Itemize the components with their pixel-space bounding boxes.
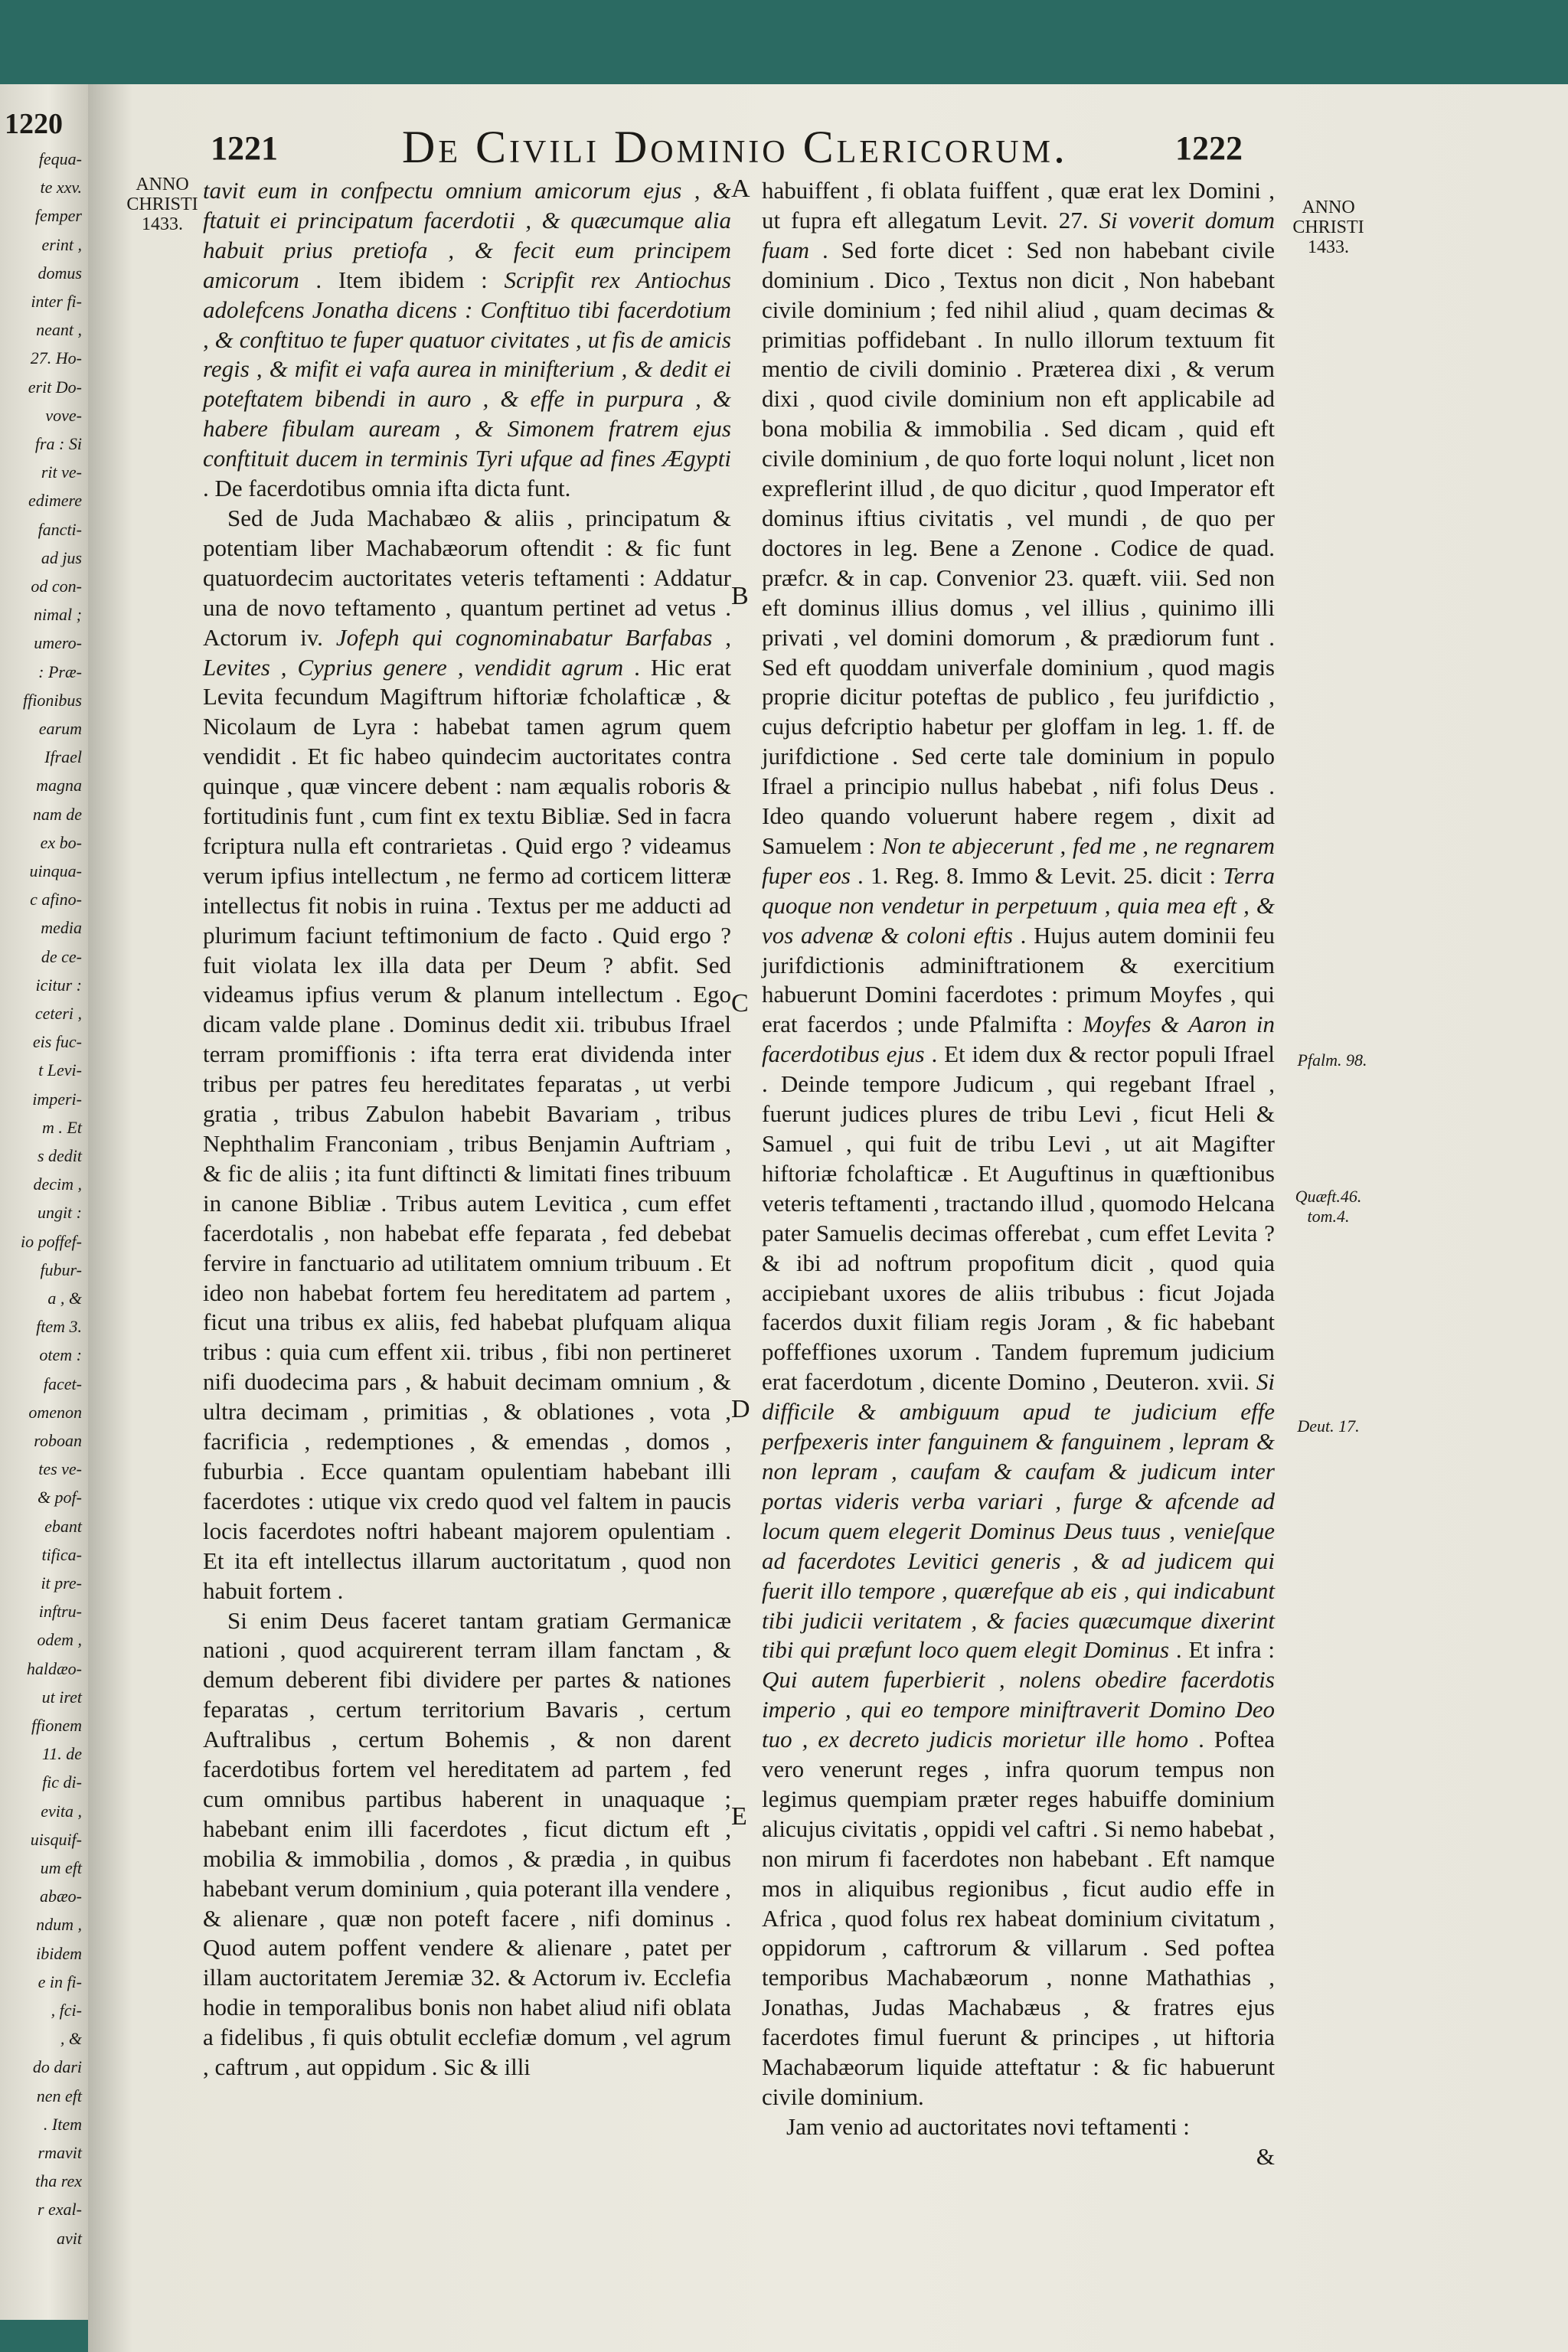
text-run: . Et infra : — [1169, 1636, 1276, 1664]
paragraph — [203, 504, 731, 1606]
paragraph — [762, 176, 1275, 2112]
previous-page-line: fequa- — [38, 149, 82, 168]
margin-note-left-year — [120, 175, 204, 234]
italic-quote: Si voverit domum fuam — [762, 206, 1275, 263]
running-title: De Civili Dominio Clericorum. — [402, 122, 1068, 172]
italic-quote: Si difficile & ambiguum apud te judicium effe perfpexeris inter fanguinem & fanguinem , lepram & non lepram , caufam & caufam & judicum inter portas videris verba variari , furge & afcende ad locum quem elegerit Dominus Deus tuus , venieſque ad facerdotes Levitici generis , & ad judicem qui fuerit illo tempore , quærefque ab eis , qui indicabunt tibi judicii veritatem , & facies quæcumque dixerint tibi qui præfunt loco quem elegit Dominus — [762, 1368, 1275, 1664]
previous-page-line: uinqua- — [29, 861, 82, 880]
previous-page-line: r exal- — [37, 2200, 82, 2220]
previous-page-line: c afino- — [30, 890, 82, 910]
previous-page-line: . Item — [43, 2114, 82, 2134]
previous-page-line: decim , — [33, 1174, 82, 1194]
previous-page-line: tifica- — [41, 1544, 82, 1564]
previous-page-line: fra : Si — [34, 434, 82, 453]
margin-note-quaestio: Quæft.46. tom.4. — [1295, 1187, 1362, 1226]
paragraph — [762, 2112, 1275, 2142]
text-run: . Sed forte dicet : Sed non habebant civile dominium . Dico , Textus non dicit , Non habebant civile dominium ; fed nihil aliud , quam decimas & primitias poffidebant . In nullo illorum textuum fit mentio de civili dominio . Præterea dixi , & verum dixi , quod civile dominium non eft applicabile ad bona mobilia & immobilia . Sed dicam , quid eft civile dominium , de quo forte loqui nolunt , licet non expreflerint illud , de quo dicitur , quod Imperator eft dominus iftius civitatis , vel mundi , de quo per doctores in leg. Bene a Zenone . Codice de quad. præfcr. & in cap. Convenior 23. quæft. viii. Sed non eft dominus illius domus , vel illius , quinimo illi privati , vel domini domorum , & prædiorum funt . Sed eft quoddam univerfale dominium , quod magis proprie dicitur poteftas de publico , feu jurifdictio , cujus defcriptio habetur per gloffam in leg. 1. ff. de jurifdictione . Sed certe tale dominium in populo Ifrael a principio nullus habebat , nifi folus Deus . Ideo quando voluerunt habere regem , dixit ad Samuelem : — [762, 236, 1275, 859]
section-marker-a: A — [731, 175, 750, 203]
previous-page-line: vove- — [45, 405, 82, 425]
previous-page-line: nam de — [32, 804, 82, 824]
anno-label: ANNO — [136, 175, 189, 194]
previous-page-line: media — [41, 918, 82, 938]
italic-quote: Non te abjecerunt , fed me , ne regnarem fuper eos — [762, 831, 1275, 889]
previous-page-line: icitur : — [35, 975, 82, 995]
text-run: . Hic erat Levita fecundum Magiftrum hiftoriæ fcholafticæ , & Nicolaum de Lyra : habebat tamen agrum quem vendidit . Et fic habeo quindecim auctoritates contra quinque , quæ vincere debent : nam æqualis roboris & fortitudinis funt , cum fint ex textu Bibliæ. Sed in facra fcriptura nulla eft contrarietas . Quid ergo ? videamus verum ipfius intellectum , ne fermo ad corticem litteræ intellectus fit nobis in ruina . Textus per me adducti ad plurimum faciunt teftimonium de facto . Quid ergo ? fuit violata lex illa data per Deum ? abfit. Sed videamus ipfius verum & planum intellectum . Ego dicam valde plane . Dominus dedit xii. tribubus Ifrael terram promiffionis : ifta terra erat dividenda inter tribus per patres feu hereditates feparatas , ut verbi gratia , tribus Zabulon habebit Bavariam , tribus Nephthalim Franconiam , tribus Benjamin Auftriam , & fic de aliis ; ita funt diftincti & limitati fines tribuum in canone Bibliæ . Tribus autem Levitica , cum effet facerdotalis , non habebat effe feparata , fed debebat fervire in fanctuario ad utilitatem omnium tribuum . Et ideo non habebat fortem feu hereditatem ad partem , ficut una tribus ex aliis, fed habebat plufquam aliqua tribus : quia cum effent xii. tribus , fibi non pertineret nifi duodecima pars , & habuit decimam omnium , & ultra decimam , primitias , & oblationes , vota , facrificia , redemptiones , & emendas , domos , fuburbia . Ecce quantam opulentiam habebant illi facerdotes : utique vix credo quod vel faltem in paucis locis facerdotes noftri habeant majorem opulentiam . Et ita eft intellectus illarum auctoritatum , quod non habuit fortem . — [203, 653, 732, 1604]
previous-page-line: haldæo- — [26, 1658, 82, 1678]
text-run: Si enim Deus faceret tantam gratiam Germanicæ nationi , quod acquirerent terram illam fanctam , & demum deberent fibi dividere per partes & nationes feparatas , certum territorium Bavaris , certum Auftralibus , certum Bohemis , & non darent facerdotibus fortem vel hereditatem ad partem , fed cum omnibus partibus haberent in unaquaque ; habebant enim illi facerdotes , ficut dictum eft , mobilia & immobilia , domos , & prædia , in quibus habebant verum dominium , quia poterant illa vendere , & alienare , quæ non poteft facere , nifi dominus . Quod autem poffent vendere & alienare , patet per illam auctoritatem Jeremiæ 32. & Actorum iv. Ecclefia hodie in temporalibus bonis non habet aliud nifi oblata a fidelibus , fi quis obtulit ecclefiæ domum , vel agrum , caftrum , aut oppidum . Sic & illi — [203, 1606, 731, 2081]
margin-note-right-year — [1279, 198, 1378, 257]
previous-page-line: ndum , — [36, 1915, 82, 1935]
previous-page-line: s dedit — [37, 1146, 82, 1165]
previous-page-number: 1220 — [5, 108, 63, 140]
italic-quote: Moyfes & Aaron in facerdotibus ejus — [762, 1011, 1275, 1068]
previous-page-line: ungit : — [37, 1203, 82, 1223]
previous-page-line: uisquif- — [30, 1829, 82, 1849]
text-run: . Item ibidem : — [299, 266, 505, 293]
previous-page-line: , fci- — [51, 2001, 82, 2020]
previous-page-line: it pre- — [41, 1573, 82, 1592]
previous-page-line: & pof- — [37, 1488, 82, 1508]
page-number-left: 1221 — [211, 129, 278, 167]
previous-page-line: inftru- — [38, 1602, 82, 1622]
previous-page-line: inter fi- — [31, 292, 82, 311]
previous-page-line: nen eft — [36, 2086, 82, 2105]
previous-page-line: ut iret — [41, 1687, 82, 1707]
italic-quote: Terra quoque non vendetur in perpetuum , quia mea eft , & vos advenæ & coloni eftis — [762, 861, 1275, 949]
previous-page-line: edimere — [28, 491, 82, 511]
previous-page-line: facet- — [43, 1374, 82, 1393]
previous-page-line: rmavit — [38, 2143, 82, 2162]
previous-page-line: femper — [34, 206, 82, 226]
previous-page-line: abæo- — [40, 1886, 82, 1906]
paragraph — [203, 176, 731, 504]
right-column — [762, 176, 1275, 2172]
margin-note-deuteronomy: Deut. 17. — [1297, 1416, 1360, 1436]
italic-quote: Jofeph qui cognominabatur Barfabas , Levites , Cyprius genere , vendidit agrum — [203, 623, 731, 681]
previous-page-line: avit — [57, 2228, 82, 2248]
previous-page-line: e in fi- — [38, 1971, 82, 1991]
text-run: . De facerdotibus omnia ifta dicta funt. — [203, 475, 571, 502]
previous-page-line: erit Do- — [28, 377, 82, 397]
previous-page-line: nimal ; — [34, 605, 82, 625]
text-run: . Hujus autem dominii feu jurifdictionis adminiftrationem & exercitium habuerunt Domini facerdotes : primum Moyfes , qui erat facerdos ; unde Pfalmifta : — [762, 921, 1275, 1038]
previous-page-line: , & — [60, 2029, 82, 2049]
previous-page-line: roboan — [34, 1431, 82, 1450]
italic-quote: tavit eum in confpectu omnium amicorum ejus , & ftatuit ei principatum facerdotii , & quæcumque alia habuit prius pretiofa , & fecit eum principem amicorum — [203, 177, 731, 293]
previous-page-line: ad jus — [41, 547, 82, 567]
previous-page-line: do dari — [32, 2057, 82, 2077]
previous-page-line: magna — [36, 776, 82, 795]
previous-page-line: evita , — [41, 1801, 82, 1821]
text-run: . 1. Reg. 8. Immo & Levit. 25. dicit : — [850, 861, 1223, 889]
previous-page-line: earum — [38, 719, 82, 738]
anno-label: ANNO — [1302, 198, 1355, 217]
previous-page-line: imperi- — [32, 1089, 82, 1109]
previous-page-line: ex bo- — [40, 832, 82, 852]
previous-page-line: t Levi- — [38, 1060, 82, 1080]
previous-page-line: neant , — [36, 320, 82, 340]
previous-page-line: io poffef- — [20, 1231, 82, 1251]
page-header — [88, 115, 1568, 184]
previous-page-line: Ifrael — [44, 747, 82, 767]
previous-page-line: 11. de — [41, 1744, 82, 1764]
previous-page-line: a , & — [47, 1289, 82, 1308]
italic-quote: Qui autem fuperbierit , nolens obedire facerdotis imperio , qui eo tempore miniftraverit Domino Deo tuo , ex decreto judicis morietur ille homo — [762, 1666, 1275, 1753]
section-marker-c: C — [731, 989, 749, 1018]
christi-label: CHRISTI — [126, 194, 198, 214]
previous-page-line: od con- — [31, 577, 82, 596]
page — [88, 84, 1568, 2352]
previous-page-line: : Præ- — [38, 662, 82, 681]
previous-page-line: omenon — [28, 1402, 82, 1422]
previous-page-line: fancti- — [38, 519, 82, 539]
paragraph — [203, 1606, 731, 2083]
text-run: . Et idem dux & rector populi Ifrael . Deinde tempore Judicum , qui regebant Ifrael , fuerunt judices plures de tribu Levi , ficut Heli & Samuel , qui fuit de tribu Levi , ut ait Magifter hiftoriæ fcholafticæ . Et Auguftinus in quæftionibus veteris teftamenti , tractando illud , quomodo Helcana pater Samuelis decimas offerebat , cum effet Levita ? & ibi ad noftrum propofitum dicit , quod quia accipiebant uxores de aliis tribubus : ficut Jojada facerdos duxit filiam regis Joram , & fic habebant poffeffiones uxorum . Tandem fupremum judicium erat facerdotum , dicente Domino , Deuteron. xvii. — [762, 1040, 1275, 1396]
year-label: 1433. — [1308, 237, 1349, 257]
text-run: habuiffent , fi oblata fuiffent , quæ erat lex Domini , ut fupra eft allegatum Levit. 27. — [762, 177, 1275, 234]
previous-page-line: de ce- — [41, 946, 82, 966]
previous-page-line: otem : — [39, 1345, 82, 1365]
previous-page-line: ftem 3. — [36, 1317, 82, 1337]
previous-page-line: rit ve- — [41, 462, 82, 482]
left-column — [203, 176, 731, 2082]
previous-page-line: te xxv. — [40, 178, 82, 198]
section-marker-e: E — [731, 1802, 747, 1831]
section-marker-b: B — [731, 582, 749, 610]
catchword: & — [1256, 2142, 1275, 2170]
text-run: Jam venio ad auctoritates novi teftamenti : — [786, 2112, 1190, 2140]
year-label: 1433. — [142, 214, 183, 234]
margin-note-psalm: Pfalm. 98. — [1297, 1050, 1367, 1070]
italic-quote: Scripfit rex Antiochus adolefcens Jonatha dicens : Conftituo tibi facerdotium , & conftituo te fuper quatuor civitates , ut fis de amicis regis , & mifit ei vafa aurea in minifterium , & dedit ei poteftatem bibendi in auro , & effe in purpura , & habere fibulam auream , & Simonem fratrem ejus conftituit ducem in terminis Tyri ufque ad fines Ægypti — [203, 266, 731, 472]
previous-page-line: tes ve- — [38, 1459, 82, 1479]
previous-page-line: ebant — [44, 1516, 82, 1536]
previous-page-line: ibidem — [36, 1943, 82, 1963]
previous-page-line: m . Et — [42, 1117, 82, 1137]
previous-page-line: erint , — [41, 234, 82, 254]
previous-page-line: domus — [38, 263, 82, 283]
text-run: . Poftea vero venerunt reges , infra quorum tempus non legimus quempiam præter reges habuiffe dominium alicujus civitatis , oppidi vel caftri . Si nemo habebat , non mirum fi facerdotes non habebant . Eft namque mos in aliquibus regionibus , ficut audio effe in Africa , quod folus rex habeat dominium civitatum , oppidorum , caftrorum & villarum . Sed poftea temporibus Machabæorum , nonne Mathathias , Jonathas, Judas Machabæus , & fratres ejus facerdotes fimul fuerunt & principes , ut hiftoria Machabæorum liquide atteftatur : & fic habuerunt civile dominium. — [762, 1726, 1275, 2110]
previous-page-line: fic di- — [42, 1772, 82, 1792]
previous-page-line: odem , — [37, 1630, 82, 1650]
page-number-right: 1222 — [1175, 129, 1243, 167]
previous-page-line: tha rex — [35, 2171, 82, 2191]
previous-page-line: ceteri , — [34, 1004, 82, 1023]
previous-page-strip — [0, 84, 88, 2320]
previous-page-line: ffionibus — [22, 690, 82, 710]
previous-page-line: 27. Ho- — [30, 348, 82, 368]
christi-label: CHRISTI — [1292, 217, 1364, 237]
previous-page-line: um eft — [40, 1858, 82, 1877]
previous-page-line: ffionem — [31, 1716, 82, 1735]
previous-page-line: fubur- — [40, 1259, 82, 1279]
text-run: Sed de Juda Machabæo & aliis , principatum & potentiam liber Machabæorum oftendit : & fic funt quatuordecim auctoritates veteris teftamenti : Addatur una de novo teftamento , quantum pertinet ad vetus . Actorum iv. — [203, 504, 731, 651]
section-marker-d: D — [731, 1395, 750, 1423]
previous-page-line: umero- — [34, 633, 82, 653]
previous-page-line: eis fuc- — [32, 1032, 82, 1052]
